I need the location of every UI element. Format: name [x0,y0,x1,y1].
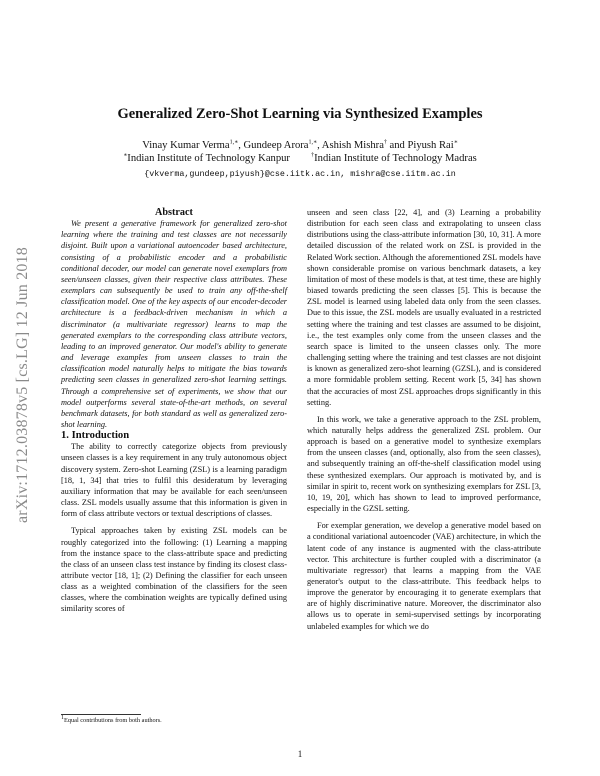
author-name: , Gundeep Arora [238,140,309,151]
author-name: , Ashish Mishra [317,140,384,151]
page-number: 1 [297,749,303,759]
affiliation-kanpur: Indian Institute of Technology Kanpur [127,153,290,164]
author-block [0,139,600,181]
intro-paragraph: In this work, we take a generative approach to the ZSL problem, which naturally helps address the generalized ZSL problem. Our approach is based on a generative model to synthesize exemplars from the unseen classes (and, optionally, also from the seen classes), and subsequently training an off-the-shelf classification model using these synthesized exemplars. Our approach is motivated by, and is similar in spirit to, recent work on synthesizing exemplars for ZSL [3, 10, 19, 20], which has shown to lead to improved performance, especially in the GZSL setting. [307,414,541,514]
footnote-mark: 1 [61,714,64,721]
footnote-text: Equal contributions from both authors. [64,717,162,724]
intro-paragraph: For exemplar generation, we develop a generative model based on a conditional variational autoencoder (VAE) architecture, in which the latent code of any instance is augmented with the class-attribute vector. This architecture is further coupled with a discriminator (a multivariate regressor) that learns a mapping from the VAE generator's output to the class-attribute. This feedback helps to improve the generator by encouraging it to generate exemplars that are of highly discriminative nature. Moreover, the discriminator also allows us to operate in semi-supervised settings by incorporating unlabeled examples for which we do [307,521,541,631]
intro-paragraph: The ability to correctly categorize objects from previously unseen classes is a key requirement in any truly autonomous object discovery system. Zero-shot Learning (ZSL) is a learning paradigm [18, 1, 34] that tries to fulfil this desideratum by leveraging auxiliary information that may be available for each seen/unseen class. ZSL models usually assume that this information is given in form of class attribute vectors or textual descriptions of classes. [61,442,287,519]
intro-paragraph: unseen and seen class [22, 4], and (3) Learning a probability distribution for each seen class and extrapolating to unseen class distributions using the class-attribute information [30, 10, 31]. A more detailed discussion of the related work on ZSL is provided in the Related Work section. Although the aforementioned ZSL models have shown considerable promise on various benchmark datasets, a key limitation of most of these models is that, at test time, these are highly biased towards predicting the seen classes [5]. This is because the ZSL model is learned using labeled data only from the seen classes. Due to this issue, the ZSL models are usually evaluated in a restricted setting where the training and test classes are assumed to be disjoint, i.e., the test examples only come from the unseen classes and the search space is limited to the unseen classes only. The more challenging setting where the training and test classes are not disjoint is known as generalized zero-shot learning (GZSL), and is considered a more formidable problem setting. Recent work [5, 34] has shown that the accuracies of most ZSL approaches drops significantly in this setting. [307,208,541,407]
abstract-heading: Abstract [155,207,193,218]
arxiv-margin-stamp [10,205,36,565]
footnote-rule [61,714,141,715]
affiliation-mark: † [311,152,315,159]
author-mark: 1,∗ [229,139,239,146]
section-heading: 1. Introduction [61,430,130,442]
left-column [61,207,287,615]
author-mark: 1,∗ [308,139,318,146]
author-mark: † [383,139,387,146]
affiliation-madras: Indian Institute of Technology Madras [314,153,477,164]
author-emails: {vkverma,gundeep,piyush}@cse.iitk.ac.in, mishra@cse.iitm.ac.in [144,169,456,179]
author-mark: ∗ [453,139,458,146]
footnote [61,714,162,724]
arxiv-id: arXiv:1712.03878v5 [cs.LG] 12 Jun 2018 [14,246,31,524]
author-name: Vinay Kumar Verma [142,140,230,151]
intro-paragraph: Typical approaches taken by existing ZSL models can be roughly categorized into the following: (1) Learning a mapping from the instance space to the class-attribute space and predicting the class of an unseen class test instance by finding its closest class-attribute vector [18, 1]; (2) Defining the classifier for each unseen class as a weighted combination of the classifiers for the seen classes, where the combination weights are typically defined using similarity scores of [61,526,287,614]
affiliation-mark: ∗ [123,152,128,159]
paper-title: Generalized Zero-Shot Learning via Synthesized Examples [117,106,483,122]
affiliation-line [0,152,600,165]
author-name: and Piyush Rai [386,140,454,151]
right-column [307,207,541,632]
abstract-text: We present a generative framework for generalized zero-shot learning where the training and test classes are not necessarily disjoint. Built upon a variational autoencoder based architecture, consisting of a probabilistic encoder and a probabilistic conditional decoder, our model can generate novel exemplars from seen/unseen classes, given their respective class attributes. These exemplars can subsequently be used to train any off-the-shelf classification model. One of the key aspects of our encoder-decoder architecture is a feedback-driven mechanism in which a discriminator (a multivariate regressor) learns to map the generated exemplars to the corresponding class attribute vectors, leading to an improved generator. Our model's ability to generate and leverage examples from unseen classes to train the classification model naturally helps to mitigate the bias towards predicting seen classes in generalized zero-shot learning settings. Through a comprehensive set of experiments, we show that our model outperforms several state-of-the-art methods, on several benchmark datasets, for both standard as well as generalized zero-shot learning. [61,219,287,429]
